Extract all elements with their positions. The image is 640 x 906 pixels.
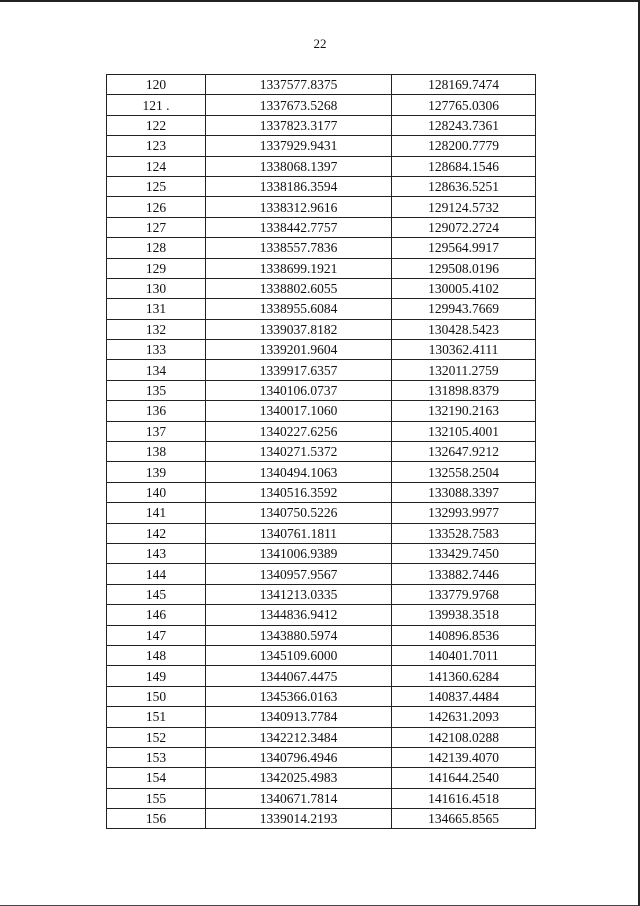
table-row: [107, 747, 536, 767]
point-number-cell: 152: [107, 727, 206, 747]
point-number-cell: 149: [107, 666, 206, 686]
x-coordinate-cell: 1338442.7757: [206, 217, 392, 237]
x-coordinate-cell: 1337823.3177: [206, 115, 392, 135]
x-coordinate-cell: 1338955.6084: [206, 299, 392, 319]
x-coordinate-cell: 1340796.4946: [206, 747, 392, 767]
x-coordinate-cell: 1340017.1060: [206, 401, 392, 421]
x-coordinate-cell: 1340106.0737: [206, 380, 392, 400]
point-number-cell: 123: [107, 136, 206, 156]
table-row: [107, 340, 536, 360]
table-row: [107, 197, 536, 217]
point-number-cell: 151: [107, 707, 206, 727]
table-row: [107, 217, 536, 237]
x-coordinate-cell: 1339917.6357: [206, 360, 392, 380]
y-coordinate-cell: 141616.4518: [392, 788, 536, 808]
y-coordinate-cell: 132558.2504: [392, 462, 536, 482]
x-coordinate-cell: 1342025.4983: [206, 768, 392, 788]
point-number-cell: 126: [107, 197, 206, 217]
table-row: [107, 401, 536, 421]
point-number-cell: 132: [107, 319, 206, 339]
point-number-cell: 136: [107, 401, 206, 421]
point-number-cell: 130: [107, 278, 206, 298]
x-coordinate-cell: 1340913.7784: [206, 707, 392, 727]
table-row: [107, 503, 536, 523]
point-number-cell: 134: [107, 360, 206, 380]
y-coordinate-cell: 128636.5251: [392, 176, 536, 196]
y-coordinate-cell: 133088.3397: [392, 482, 536, 502]
y-coordinate-cell: 140401.7011: [392, 645, 536, 665]
point-number-cell: 143: [107, 543, 206, 563]
table-row: [107, 809, 536, 829]
point-number-cell: 153: [107, 747, 206, 767]
point-number-cell: 144: [107, 564, 206, 584]
x-coordinate-cell: 1338802.6055: [206, 278, 392, 298]
point-number-cell: 154: [107, 768, 206, 788]
table-row: [107, 319, 536, 339]
y-coordinate-cell: 127765.0306: [392, 95, 536, 115]
x-coordinate-cell: 1344836.9412: [206, 605, 392, 625]
x-coordinate-cell: 1338312.9616: [206, 197, 392, 217]
y-coordinate-cell: 133429.7450: [392, 543, 536, 563]
point-number-cell: 140: [107, 482, 206, 502]
y-coordinate-cell: 132190.2163: [392, 401, 536, 421]
x-coordinate-cell: 1339037.8182: [206, 319, 392, 339]
x-coordinate-cell: 1345366.0163: [206, 686, 392, 706]
x-coordinate-cell: 1337929.9431: [206, 136, 392, 156]
page-number: 22: [313, 36, 327, 51]
y-coordinate-cell: 130428.5423: [392, 319, 536, 339]
x-coordinate-cell: 1341006.9389: [206, 543, 392, 563]
table-row: [107, 707, 536, 727]
table-row: [107, 543, 536, 563]
x-coordinate-cell: 1337577.8375: [206, 75, 392, 95]
point-number-cell: 137: [107, 421, 206, 441]
y-coordinate-cell: 141644.2540: [392, 768, 536, 788]
table-row: [107, 564, 536, 584]
y-coordinate-cell: 132993.9977: [392, 503, 536, 523]
point-number-cell: 121 .: [107, 95, 206, 115]
x-coordinate-cell: 1340750.5226: [206, 503, 392, 523]
point-number-cell: 120: [107, 75, 206, 95]
x-coordinate-cell: 1338186.3594: [206, 176, 392, 196]
point-number-cell: 141: [107, 503, 206, 523]
table-row: [107, 115, 536, 135]
point-number-cell: 138: [107, 442, 206, 462]
x-coordinate-cell: 1343880.5974: [206, 625, 392, 645]
point-number-cell: 135: [107, 380, 206, 400]
table-row: [107, 462, 536, 482]
point-number-cell: 127: [107, 217, 206, 237]
y-coordinate-cell: 132105.4001: [392, 421, 536, 441]
y-coordinate-cell: 129124.5732: [392, 197, 536, 217]
y-coordinate-cell: 130362.4111: [392, 340, 536, 360]
y-coordinate-cell: 133528.7583: [392, 523, 536, 543]
x-coordinate-cell: 1337673.5268: [206, 95, 392, 115]
point-number-cell: 122: [107, 115, 206, 135]
table-row: [107, 258, 536, 278]
point-number-cell: 129: [107, 258, 206, 278]
x-coordinate-cell: 1339201.9604: [206, 340, 392, 360]
y-coordinate-cell: 142108.0288: [392, 727, 536, 747]
y-coordinate-cell: 142139.4070: [392, 747, 536, 767]
coordinates-table: [106, 74, 536, 829]
y-coordinate-cell: 140837.4484: [392, 686, 536, 706]
table-row: [107, 727, 536, 747]
table-row: [107, 95, 536, 115]
y-coordinate-cell: 128243.7361: [392, 115, 536, 135]
x-coordinate-cell: 1338699.1921: [206, 258, 392, 278]
y-coordinate-cell: 132011.2759: [392, 360, 536, 380]
table-row: [107, 442, 536, 462]
table-row: [107, 238, 536, 258]
y-coordinate-cell: 130005.4102: [392, 278, 536, 298]
x-coordinate-cell: 1338557.7836: [206, 238, 392, 258]
table-row: [107, 75, 536, 95]
point-number-cell: 155: [107, 788, 206, 808]
y-coordinate-cell: 129564.9917: [392, 238, 536, 258]
point-number-cell: 133: [107, 340, 206, 360]
table-row: [107, 299, 536, 319]
table-row: [107, 788, 536, 808]
y-coordinate-cell: 128169.7474: [392, 75, 536, 95]
y-coordinate-cell: 134665.8565: [392, 809, 536, 829]
table-row: [107, 176, 536, 196]
y-coordinate-cell: 133882.7446: [392, 564, 536, 584]
point-number-cell: 131: [107, 299, 206, 319]
y-coordinate-cell: 128684.1546: [392, 156, 536, 176]
table-row: [107, 625, 536, 645]
x-coordinate-cell: 1340761.1811: [206, 523, 392, 543]
y-coordinate-cell: 129072.2724: [392, 217, 536, 237]
y-coordinate-cell: 129508.0196: [392, 258, 536, 278]
point-number-cell: 128: [107, 238, 206, 258]
y-coordinate-cell: 133779.9768: [392, 584, 536, 604]
coordinates-table-body: [107, 75, 536, 829]
point-number-cell: 147: [107, 625, 206, 645]
table-row: [107, 156, 536, 176]
table-row: [107, 523, 536, 543]
x-coordinate-cell: 1342212.3484: [206, 727, 392, 747]
table-row: [107, 482, 536, 502]
x-coordinate-cell: 1340271.5372: [206, 442, 392, 462]
y-coordinate-cell: 140896.8536: [392, 625, 536, 645]
table-row: [107, 666, 536, 686]
y-coordinate-cell: 131898.8379: [392, 380, 536, 400]
x-coordinate-cell: 1340227.6256: [206, 421, 392, 441]
x-coordinate-cell: 1340516.3592: [206, 482, 392, 502]
point-number-cell: 146: [107, 605, 206, 625]
point-number-cell: 156: [107, 809, 206, 829]
x-coordinate-cell: 1341213.0335: [206, 584, 392, 604]
y-coordinate-cell: 139938.3518: [392, 605, 536, 625]
x-coordinate-cell: 1340671.7814: [206, 788, 392, 808]
point-number-cell: 124: [107, 156, 206, 176]
table-row: [107, 380, 536, 400]
table-row: [107, 360, 536, 380]
x-coordinate-cell: 1344067.4475: [206, 666, 392, 686]
point-number-cell: 139: [107, 462, 206, 482]
table-row: [107, 605, 536, 625]
point-number-cell: 150: [107, 686, 206, 706]
table-row: [107, 768, 536, 788]
y-coordinate-cell: 132647.9212: [392, 442, 536, 462]
y-coordinate-cell: 128200.7779: [392, 136, 536, 156]
y-coordinate-cell: 142631.2093: [392, 707, 536, 727]
y-coordinate-cell: 129943.7669: [392, 299, 536, 319]
x-coordinate-cell: 1340494.1063: [206, 462, 392, 482]
x-coordinate-cell: 1340957.9567: [206, 564, 392, 584]
point-number-cell: 145: [107, 584, 206, 604]
x-coordinate-cell: 1345109.6000: [206, 645, 392, 665]
table-row: [107, 136, 536, 156]
table-row: [107, 686, 536, 706]
table-row: [107, 645, 536, 665]
point-number-cell: 125: [107, 176, 206, 196]
x-coordinate-cell: 1338068.1397: [206, 156, 392, 176]
point-number-cell: 142: [107, 523, 206, 543]
table-row: [107, 421, 536, 441]
y-coordinate-cell: 141360.6284: [392, 666, 536, 686]
table-row: [107, 584, 536, 604]
x-coordinate-cell: 1339014.2193: [206, 809, 392, 829]
point-number-cell: 148: [107, 645, 206, 665]
table-row: [107, 278, 536, 298]
